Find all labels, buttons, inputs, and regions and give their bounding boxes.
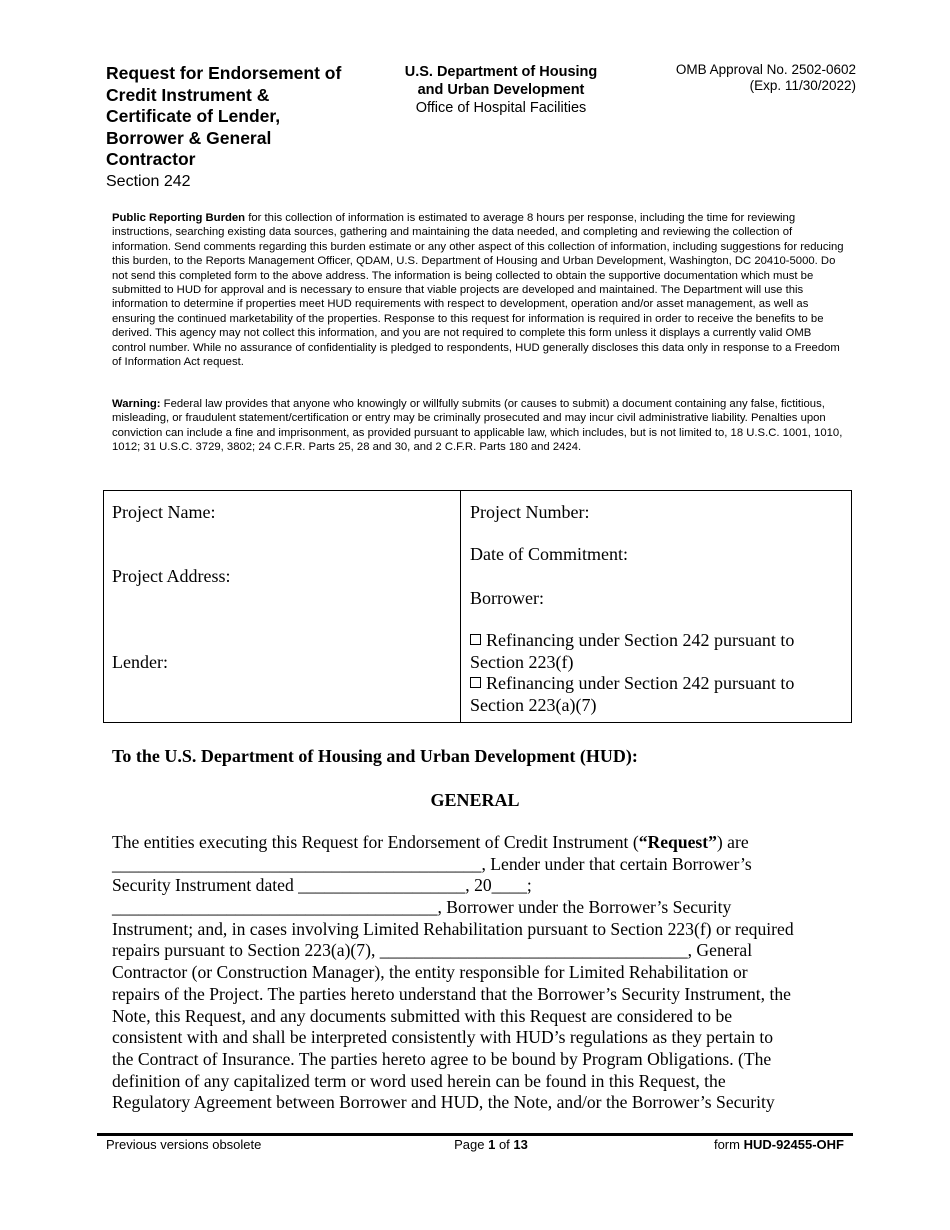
refinance-223a7-text-line2: Section 223(a)(7) bbox=[470, 695, 597, 715]
paragraph-line: repairs pursuant to Section 223(a)(7), ___________________________________, General bbox=[112, 940, 753, 961]
paragraph-line: _____________________________________, Borrower under the Borrower’s Security bbox=[112, 897, 732, 918]
agency-block bbox=[380, 63, 622, 117]
request-defined-term: “Request” bbox=[638, 832, 717, 852]
form-section: Section 242 bbox=[106, 172, 191, 190]
refinance-223f-text-line1: Refinancing under Section 242 pursuant to bbox=[486, 630, 795, 650]
project-number-label: Project Number: bbox=[470, 502, 590, 522]
refinance-223a7-text-line1: Refinancing under Section 242 pursuant to bbox=[486, 673, 795, 693]
project-address-label: Project Address: bbox=[112, 566, 231, 586]
paragraph-line: Instrument; and, in cases involving Limited Rehabilitation pursuant to Section 223(f) or required bbox=[112, 918, 794, 939]
paragraph-line: repairs of the Project. The parties hereto understand that the Borrower’s Security Instrument, the bbox=[112, 983, 791, 1004]
paragraph-intro-text: The entities executing this Request for Endorsement of Credit Instrument ( bbox=[112, 832, 639, 852]
paragraph-line: Regulatory Agreement between Borrower and HUD, the Note, and/or the Borrower’s Security bbox=[112, 1092, 775, 1113]
refinance-223f-text-line2: Section 223(f) bbox=[470, 652, 574, 672]
table-divider bbox=[460, 491, 461, 722]
page-prefix: Page bbox=[454, 1137, 489, 1152]
omb-approval-number: OMB Approval No. 2502-0602 bbox=[675, 62, 856, 77]
warning-label: Warning: bbox=[112, 398, 161, 410]
page-of: of bbox=[495, 1137, 514, 1152]
paragraph-line: definition of any capitalized term or word used herein can be found in this Request, the bbox=[112, 1070, 726, 1091]
paragraph-line: Contractor (or Construction Manager), the entity responsible for Limited Rehabilitation or bbox=[112, 962, 748, 983]
public-reporting-burden bbox=[112, 211, 847, 369]
borrower-label: Borrower: bbox=[470, 588, 544, 608]
paragraph-line bbox=[112, 832, 842, 854]
form-title-line: Borrower & General bbox=[106, 127, 272, 148]
form-title bbox=[106, 63, 376, 171]
office-name: Office of Hospital Facilities bbox=[415, 100, 587, 116]
omb-expiration: (Exp. 11/30/2022) bbox=[749, 78, 856, 93]
page-total: 13 bbox=[513, 1137, 528, 1152]
warning-notice bbox=[112, 397, 847, 455]
form-title-line: Credit Instrument & bbox=[106, 84, 270, 105]
department-name-line1: U.S. Department of Housing bbox=[404, 64, 598, 80]
omb-block bbox=[676, 62, 856, 94]
form-prefix: form bbox=[713, 1137, 744, 1152]
form-title-line: Certificate of Lender, bbox=[106, 106, 281, 126]
paragraph-line: consistent with and shall be interpreted consistently with HUD’s regulations as they pertain to bbox=[112, 1027, 774, 1048]
footer-rule bbox=[97, 1133, 853, 1136]
form-title-line: Contractor bbox=[106, 149, 196, 169]
form-title-block bbox=[106, 63, 376, 192]
paragraph-line: Note, this Request, and any documents submitted with this Request are considered to be bbox=[112, 1005, 733, 1026]
burden-label: Public Reporting Burden bbox=[112, 212, 246, 224]
paragraph-line: the Contract of Insurance. The parties hereto agree to be bound by Program Obligations. (The bbox=[112, 1048, 772, 1069]
refinance-223f-option[interactable] bbox=[470, 629, 794, 651]
form-title-line: Request for Endorsement of bbox=[106, 63, 342, 83]
burden-text: for this collection of information is estimated to average 8 hours per response, including the time for reviewing instructions, searching existing data sources, gathering and maintaining the data needed, and completing and reviewing the collection of information. Send comments regarding this burden estimate or any other aspect of this collection of information, including suggestions for reducing this burden, to the Reports Management Officer, QDAM, U.S. Department of Housing and Urban Development, Washington, DC 20410-5000. Do not send this completed form to the above address. The information is being collected to obtain the supportive documentation which must be submitted to HUD for approval and is necessary to ensure that viable projects are developed and maintained. The Department will use this information to determine if properties meet HUD requirements with respect to development, operation and/or asset management, as well as ensuring the continued marketability of the properties. Response to this request for information is required in order to receive the benefits to be derived. This agency may not collect this information, and you are not required to complete this form unless it displays a currently valid OMB control number. While no assurance of confidentiality is pledged to respondents, HUD generally discloses this data only in response to a Freedom of Information Act request. bbox=[112, 212, 844, 369]
general-paragraph bbox=[112, 832, 842, 1114]
refinance-223f-checkbox[interactable] bbox=[470, 634, 481, 645]
paragraph-line: Security Instrument dated ___________________, 20____; bbox=[112, 875, 532, 896]
form-number-value: HUD-92455-OHF bbox=[743, 1137, 844, 1152]
addressee-heading: To the U.S. Department of Housing and Urban Development (HUD): bbox=[112, 746, 638, 766]
paragraph-intro-tail: ) are bbox=[716, 832, 749, 852]
date-of-commitment-label: Date of Commitment: bbox=[470, 544, 628, 564]
page-current: 1 bbox=[488, 1137, 496, 1152]
paragraph-line: __________________________________________, Lender under that certain Borrower’s bbox=[112, 853, 752, 874]
form-number bbox=[714, 1137, 844, 1153]
project-info-table bbox=[103, 490, 852, 723]
project-name-label: Project Name: bbox=[112, 502, 216, 522]
warning-text: Federal law provides that anyone who knowingly or willfully submits (or causes to submit) a document containing any false, fictitious, misleading, or fraudulent statement/certification or entry may be criminally prosecuted and may incur civil administrative liability. Penalties upon conviction can include a fine and imprisonment, as provided pursuant to applicable law, which includes, but is not limited to, 18 U.S.C. 1001, 1010, 1012; 31 U.S.C. 3729, 3802; 24 C.F.R. Parts 25, 28 and 30, and 2 C.F.R. Parts 180 and 2424. bbox=[112, 398, 843, 454]
general-heading: GENERAL bbox=[430, 790, 520, 810]
lender-label: Lender: bbox=[112, 652, 168, 672]
refinance-223a7-option[interactable] bbox=[470, 672, 794, 694]
footer-obsolete-note: Previous versions obsolete bbox=[106, 1137, 262, 1152]
refinance-223a7-checkbox[interactable] bbox=[470, 677, 481, 688]
department-name-line2: and Urban Development bbox=[417, 82, 585, 98]
